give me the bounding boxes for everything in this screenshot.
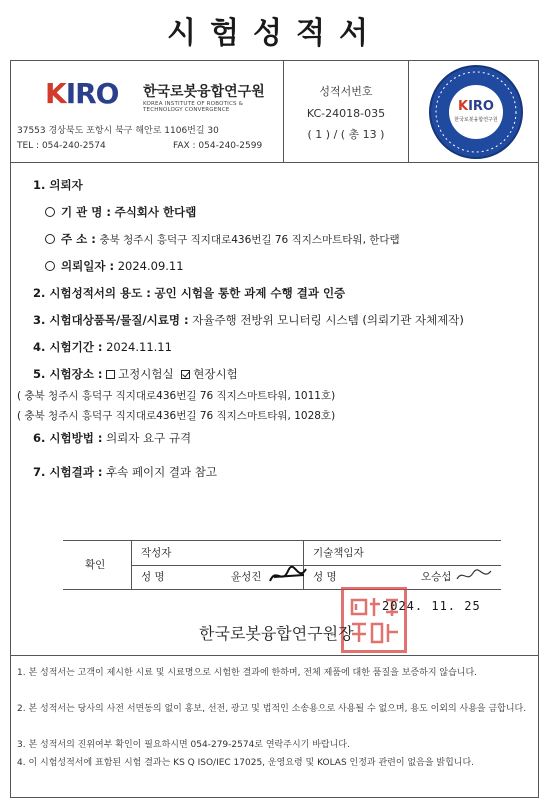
- document-title: 시험성적서: [167, 16, 382, 51]
- issue-date: 2024. 11. 25: [382, 599, 481, 613]
- bullet-circle-icon: [45, 207, 55, 217]
- request-date-row: [45, 258, 184, 274]
- bullet-circle-icon: [45, 234, 55, 244]
- agency-value: 주식회사 한다랩: [114, 205, 197, 219]
- section-1-title: 1. 의뢰자: [33, 178, 83, 192]
- confirm-label: 확인: [85, 559, 106, 571]
- tech-name: 오승섭: [421, 571, 452, 583]
- note-3: 3. 본 성적서의 진위여부 확인이 필요하시면 054-279-2574로 연락주시기 바랍니다.: [17, 740, 350, 750]
- section-4-label: 4. 시험기간 :: [33, 340, 103, 354]
- section-3-label: 3. 시험대상품목/물질/시료명 :: [33, 313, 189, 327]
- test-location-2: ( 충북 청주시 흥덕구 직지대로436번길 76 직지스마트타워, 1028호): [17, 410, 336, 422]
- section-4-value: 2024.11.11: [106, 340, 172, 354]
- author-header: 작성자: [141, 547, 172, 559]
- section-7: [33, 464, 217, 480]
- section-2: [33, 285, 345, 301]
- institute-head: 한국로봇융합연구원장: [199, 624, 354, 643]
- author-name-label: 성 명: [141, 571, 165, 583]
- request-date-label: 의뢰일자 :: [61, 259, 115, 273]
- section-3-value: 자율주행 전방위 모니터링 시스템 (의뢰기관 자체제작): [192, 313, 464, 327]
- author-name: 윤성진: [231, 571, 262, 583]
- note-1: 1. 본 성적서는 고객이 제시한 시료 및 시료명으로 시험한 결과에 한하며, 전체 제품에 대한 품질을 보증하지 않습니다.: [17, 668, 478, 678]
- issuer-address: 37553 경상북도 포항시 북구 해안로 1106번길 30: [17, 126, 219, 136]
- cert-number-block: [284, 61, 409, 163]
- request-date-value: 2024.09.11: [117, 259, 184, 273]
- kiro-logo: [45, 75, 275, 115]
- test-location-1: ( 충북 청주시 흥덕구 직지대로436번길 76 직지스마트타워, 1011호): [17, 390, 336, 402]
- section-2-value: 공인 시험을 통한 과제 수행 결과 인증: [154, 286, 346, 300]
- section-2-label: 2. 시험성적서의 용도 :: [33, 286, 151, 300]
- onsite-label: 현장시험: [193, 367, 238, 381]
- section-6: [33, 430, 191, 446]
- section-7-value: 후속 페이지 결과 참고: [106, 465, 218, 479]
- section-6-label: 6. 시험방법 :: [33, 431, 103, 445]
- author-signature: [268, 563, 312, 587]
- issuer-tel: TEL : 054-240-2574: [17, 141, 106, 151]
- org-name-en: KOREA INSTITUTE OF ROBOTICS & TECHNOLOGY CONVERGENCE: [143, 101, 244, 113]
- section-5-label: 5. 시험장소 :: [33, 367, 103, 381]
- cert-number-label: 성적서번호: [319, 85, 373, 98]
- tech-manager-header: 기술책임자: [313, 547, 364, 559]
- issuer-fax: FAX : 054-240-2599: [173, 141, 263, 151]
- tech-signature: [455, 563, 495, 587]
- onsite-checkbox[interactable]: [181, 370, 190, 379]
- seal-block: [409, 61, 538, 163]
- header-band: [11, 61, 538, 163]
- section-4: [33, 339, 172, 355]
- bullet-circle-icon: [45, 261, 55, 271]
- notes-divider: [11, 655, 538, 656]
- cert-number: KC-24018-035: [306, 107, 386, 120]
- cert-page-count: ( 1 ) / ( 총 13 ): [307, 128, 385, 141]
- note-2: 2. 본 성적서는 당사의 사전 서면동의 없이 홍보, 선전, 광고 및 법적인 소송용으로 사용될 수 없으며, 용도 이외의 사용을 금합니다.: [17, 704, 527, 714]
- signature-table: [63, 540, 501, 590]
- section-6-value: 의뢰자 요구 규격: [106, 431, 192, 445]
- fixed-lab-checkbox[interactable]: [106, 370, 115, 379]
- fixed-lab-label: 고정시험실: [118, 367, 174, 381]
- agency-row: [45, 204, 196, 220]
- address-row: [45, 231, 400, 247]
- agency-label: 기 관 명 :: [61, 205, 111, 219]
- org-name-kr: 한국로봇융합연구원: [143, 84, 265, 100]
- address-value: 충북 청주시 흥덕구 직지대로436번길 76 직지스마트타워, 한다랩: [99, 234, 400, 246]
- issuer-block: [11, 61, 284, 163]
- tech-name-label: 성 명: [313, 571, 337, 583]
- institute-seal-icon: KIRO 한국로봇융합연구원: [429, 65, 523, 159]
- kiro-logo-mark: KIRO: [45, 77, 119, 110]
- section-3: [33, 312, 464, 328]
- address-label: 주 소 :: [61, 232, 96, 246]
- certificate-frame: [10, 60, 539, 798]
- section-7-label: 7. 시험결과 :: [33, 465, 103, 479]
- section-5: [33, 366, 238, 382]
- note-4: 4. 이 시험성적서에 표함된 시험 결과는 KS Q ISO/IEC 17025, 운영요령 및 KOLAS 인정과 관련이 없음을 밝힙니다.: [17, 758, 475, 768]
